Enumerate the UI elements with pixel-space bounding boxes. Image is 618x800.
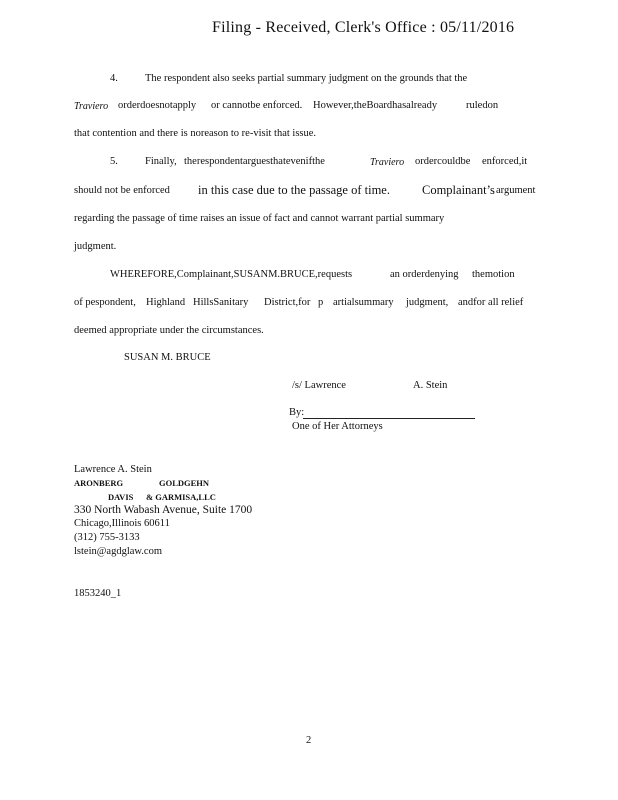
paragraph-4-number: 4. (110, 73, 118, 84)
counsel-phone: (312) 755-3133 (74, 532, 140, 543)
paragraph-5-line-2b: in this case due to the passage of time. (198, 183, 390, 197)
wherefore-line-3: deemed appropriate under the circumstances. (74, 325, 264, 336)
paragraph-4-line-2d: ruledon (466, 100, 499, 111)
counsel-name: Lawrence A. Stein (74, 464, 152, 475)
complainant-name: SUSAN M. BRUCE (124, 352, 211, 363)
firm-name-1b: GOLDGEHN (159, 478, 210, 488)
paragraph-5-case-name: Traviero (370, 157, 405, 168)
paragraph-4-line-2a: orderdoesnotapply (118, 100, 197, 111)
wherefore-line-2d: District,for (264, 297, 311, 308)
paragraph-5-line-2a: should not be enforced (74, 185, 170, 196)
paragraph-5-line-1d: enforced,it (482, 156, 528, 167)
wherefore-line-2h: andfor all relief (458, 297, 524, 308)
paragraph-4-case-name: Traviero (74, 101, 109, 112)
wherefore-line-1c: themotion (472, 269, 515, 280)
counsel-email: lstein@agdglaw.com (74, 546, 163, 557)
firm-name-2b: & GARMISA,LLC (146, 492, 216, 502)
paragraph-4-line-2c: However,theBoardhasalready (313, 100, 438, 111)
wherefore-line-2b: Highland (146, 297, 186, 308)
electronic-signature-b: A. Stein (413, 380, 448, 391)
page-number: 2 (306, 735, 312, 746)
wherefore-line-2f: artialsummary (333, 297, 394, 308)
document-id: 1853240_1 (74, 588, 122, 599)
firm-name-1a: ARONBERG (74, 478, 124, 488)
counsel-address-2: Chicago,Illinois 60611 (74, 518, 170, 529)
paragraph-5-line-2c: Complainant’s (422, 183, 495, 197)
electronic-signature-a: /s/ Lawrence (292, 380, 346, 391)
paragraph-5-line-1b: therespondentarguesthatevenifthe (184, 156, 325, 167)
signature-line (303, 418, 475, 419)
counsel-address-1: 330 North Wabash Avenue, Suite 1700 (74, 504, 253, 516)
wherefore-line-2e: p (318, 297, 324, 308)
firm-name-2a: DAVIS (108, 492, 134, 502)
paragraph-5-line-4: judgment. (74, 241, 117, 252)
paragraph-5-line-1c: ordercouldbe (415, 156, 471, 167)
paragraph-4-line-1: The respondent also seeks partial summary judgment on the grounds that the (145, 73, 468, 84)
paragraph-5-line-3: regarding the passage of time raises an issue of fact and cannot warrant partial summary (74, 213, 445, 224)
paragraph-4-line-3: that contention and there is noreason to re-visit that issue. (74, 128, 317, 139)
wherefore-line-1b: an orderdenying (390, 269, 459, 280)
paragraph-5-line-1a: Finally, (145, 156, 177, 167)
by-label: By: (289, 407, 305, 418)
paragraph-5-line-2d: argument (496, 185, 536, 196)
wherefore-line-1a: WHEREFORE,Complainant,SUSANM.BRUCE,requests (110, 269, 353, 280)
paragraph-5-number: 5. (110, 156, 118, 167)
paragraph-4-line-2b: or cannotbe enforced. (211, 100, 303, 111)
wherefore-line-2g: judgment, (406, 297, 449, 308)
attorney-role: One of Her Attorneys (292, 421, 383, 432)
wherefore-line-2c: HillsSanitary (193, 297, 249, 308)
wherefore-line-2a: of pespondent, (74, 297, 136, 308)
filing-header: Filing - Received, Clerk's Office : 05/11/2016 (212, 19, 515, 36)
